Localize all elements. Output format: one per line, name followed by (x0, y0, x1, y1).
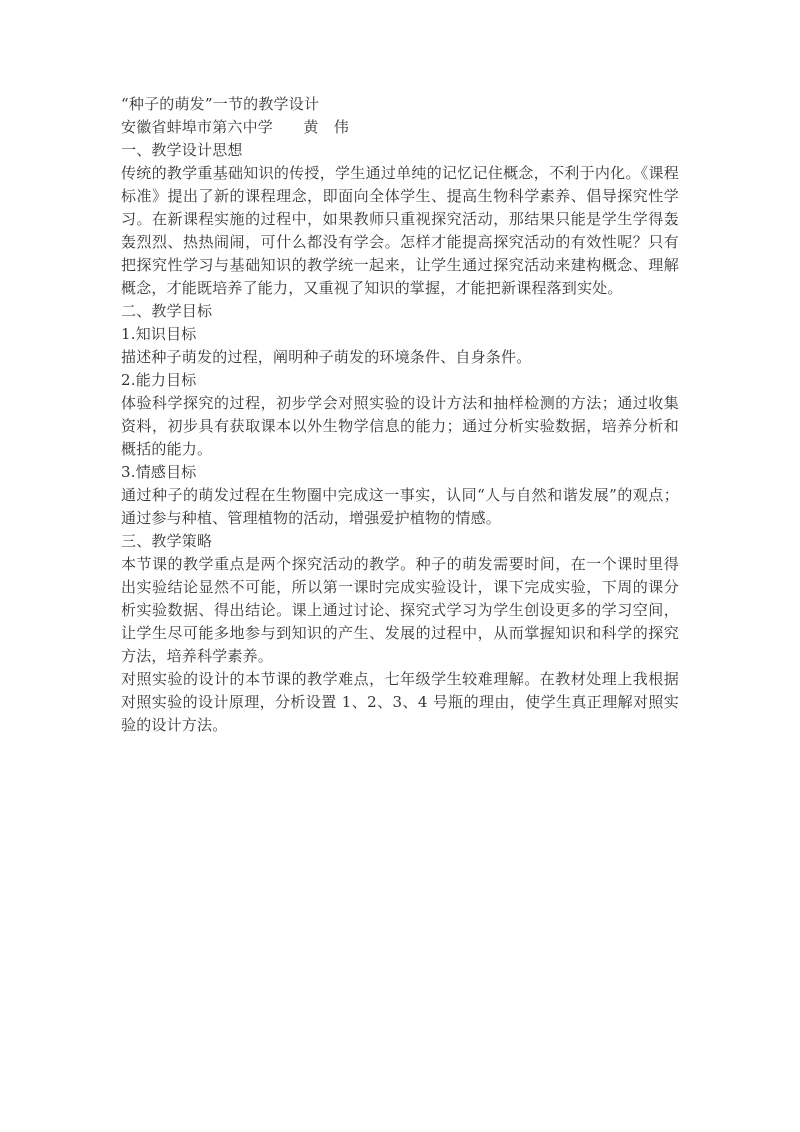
document-content (121, 93, 679, 737)
section-2-heading: 二、教学目标 (121, 302, 213, 320)
section-1-heading: 一、教学设计思想 (121, 141, 243, 159)
emotion-goal-heading: 3.情感目标 (121, 463, 197, 481)
knowledge-goal-heading: 1.知识目标 (121, 325, 197, 343)
document-title: “种子的萌发”一节的教学设计 (121, 95, 320, 113)
section-1-paragraph: 传统的教学重基础知识的传授，学生通过单纯的记忆记住概念，不利于内化。《课程标准》提出了新的课程理念，即面向全体学生、提高生物科学素养、倡导探究性学习。在新课程实施的过程中，如果教师只重视探究活动，那结果只能是学生学得轰轰烈烈、热热闹闹，可什么都没有学会。怎样才能提高探究活动的有效性呢？只有把探究性学习与基础知识的教学统一起来，让学生通过探究活动来建构概念、理解概念，才能既培养了能力，又重视了知识的掌握，才能把新课程落到实处。 (121, 164, 679, 297)
emotion-goal-paragraph: 通过种子的萌发过程在生物圈中完成这一事实，认同“人与自然和谐发展”的观点；通过参与种植、管理植物的活动，增强爱护植物的情感。 (121, 486, 679, 527)
ability-goal-paragraph: 体验科学探究的过程，初步学会对照实验的设计方法和抽样检测的方法；通过收集资料，初步具有获取课本以外生物学信息的能力；通过分析实验数据，培养分析和概括的能力。 (121, 394, 679, 458)
strategy-paragraph-2: 对照实验的设计的本节课的教学难点，七年级学生较难理解。在教材处理上我根据对照实验的设计原理，分析设置 1、2、3、4 号瓶的理由，使学生真正理解对照实验的设计方法。 (121, 670, 679, 734)
section-3-heading: 三、教学策略 (121, 532, 213, 550)
byline: 安徽省蚌埠市第六中学 黄 伟 (121, 118, 350, 136)
strategy-paragraph-1: 本节课的教学重点是两个探究活动的教学。种子的萌发需要时间，在一个课时里得出实验结论显然不可能，所以第一课时完成实验设计，课下完成实验，下周的课分析实验数据、得出结论。课上通过讨论、探究式学习为学生创设更多的学习空间，让学生尽可能多地参与到知识的产生、发展的过程中，从而掌握知识和科学的探究方法，培养科学素养。 (121, 555, 679, 665)
ability-goal-heading: 2.能力目标 (121, 371, 197, 389)
knowledge-goal-paragraph: 描述种子萌发的过程，阐明种子萌发的环境条件、自身条件。 (121, 348, 532, 366)
